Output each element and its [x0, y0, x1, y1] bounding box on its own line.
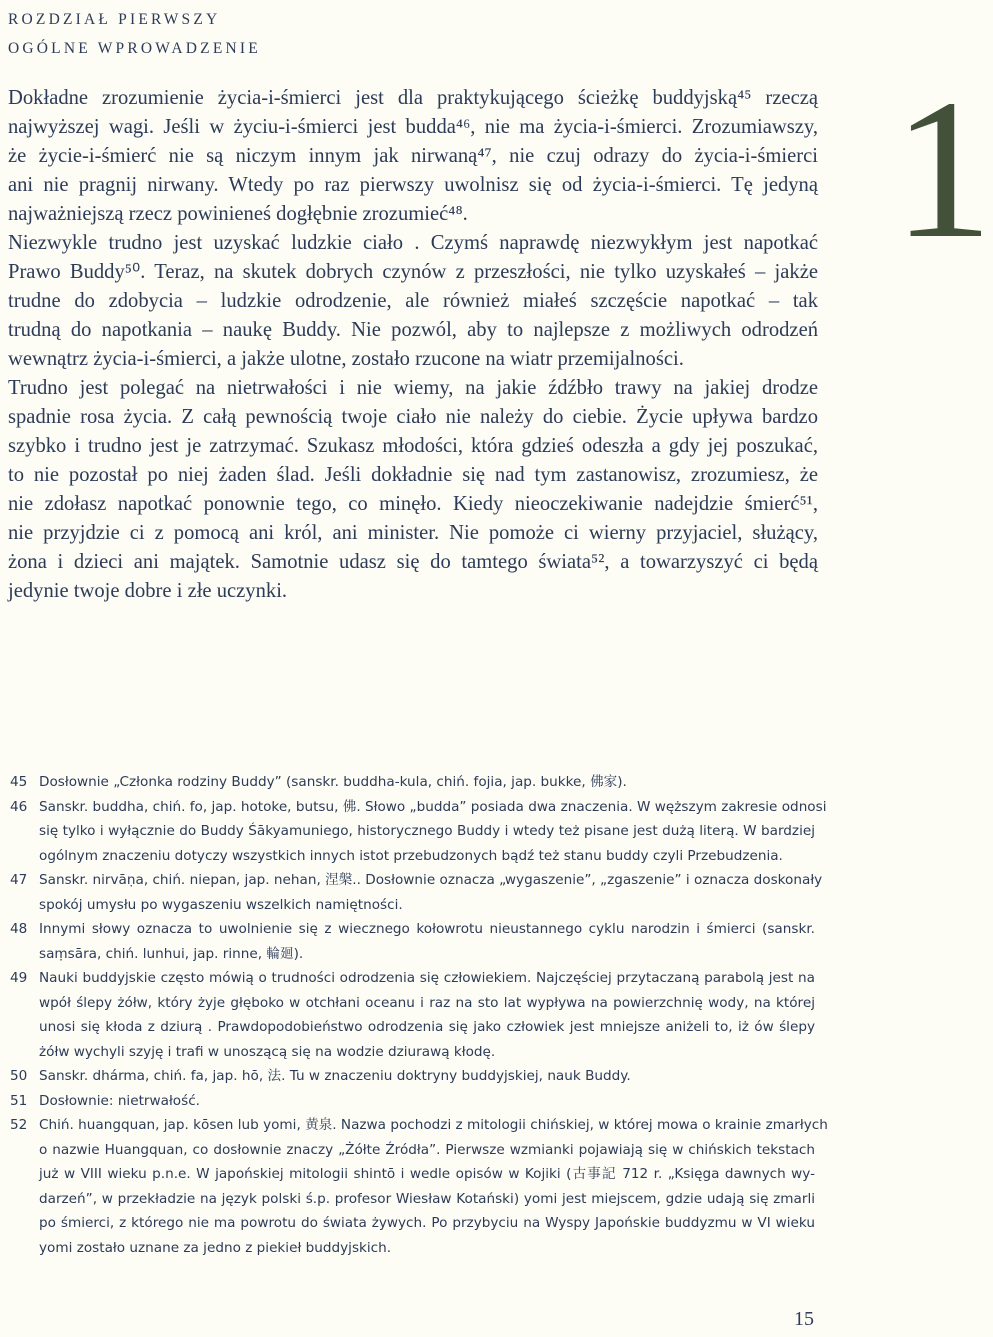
text-line: Prawo Buddy⁵⁰. Teraz, na skutek dobrych czynów z przeszłości, nie tylko uzyskałeś – jakże — [8, 261, 818, 283]
chapter-label: ROZDZIAŁ PIERWSZY — [8, 11, 221, 28]
text-line: Niezwykle trudno jest uzyskać ludzkie ciało . Czymś naprawdę niezwykłym jest napotkać — [8, 232, 818, 254]
footnote-line: po śmierci, z którego nie ma powrotu do świata żywych. Po przybyciu na Wyspy Japońskie buddyzmu w VI wieku — [39, 1215, 815, 1231]
footnotes — [10, 770, 828, 1260]
chapter-subtitle: OGÓLNE WPROWADZENIE — [8, 39, 261, 57]
footnote-line: wpół ślepy żółw, który żyje głęboko w otchłani oceanu i raz na sto lat wypływa na powierzchnię wody, na której — [39, 994, 815, 1011]
footnote — [10, 966, 815, 1064]
text-line: Trudno jest polegać na nietrwałości i nie wiemy, na jakie źdźbło trawy na jakiej drodze — [8, 377, 818, 399]
footnote-number: 47 — [10, 872, 28, 888]
footnote-number: 45 — [10, 774, 28, 790]
footnote-line: spokój umysłu po wygaszeniu wszelkich namiętności. — [39, 896, 403, 913]
footnote — [10, 1064, 815, 1089]
footnote-line: Sanskr. dhárma, chiń. fa, jap. hō, 法. Tu w znaczeniu doktryny buddyjskiej, nauk Buddy. — [39, 1068, 631, 1084]
footnote-line: darzeń”, w przekładzie na język polski ś.p. profesor Wiesław Kotański) yomi jest miejscem, gdzie udają się zmarli — [39, 1190, 815, 1207]
footnote-line: yomi zostało uznane za jedno z piekieł buddyjskich. — [39, 1239, 392, 1256]
text-line: żona i dzieci ani majątek. Samotnie udasz się do tamtego świata⁵², a towarzyszyć ci będą — [8, 551, 818, 573]
footnote-line: żółw wychyli szyję i trafi w unoszącą się na wodzie dziurawą kłodę. — [39, 1043, 496, 1060]
footnote — [10, 868, 823, 917]
footnote-line: Nauki buddyjskie często mówią o trudności odrodzenia się człowiekiem. Najczęściej przytaczaną parabolą jest na — [39, 970, 815, 986]
footnote — [10, 1089, 815, 1114]
footnote-line: Dosłownie „Członka rodziny Buddy” (sanskr. buddha-kula, chiń. fojia, jap. bukke, 佛家). — [39, 774, 627, 790]
footnote — [10, 917, 815, 966]
footnote-number: 52 — [10, 1117, 28, 1133]
text-line: najważniejszą rzecz powinieneś dogłębnie zrozumieć⁴⁸. — [8, 203, 468, 225]
main-text — [8, 84, 818, 606]
text-line: ani nie pragnij nirwany. Wtedy po raz pierwszy uwolnisz się od życia-i-śmierci. Tę jedyną — [8, 174, 818, 196]
footnote — [10, 795, 827, 869]
footnote-number: 50 — [10, 1068, 28, 1084]
text-line: spadnie rosa życia. Z całą pewnością twoje ciało nie należy do ciebie. Życie upływa bardzo — [8, 406, 818, 428]
footnote-line: o nazwie Huangquan, co dosłownie znaczy „Żółte Źródła”. Pierwsze wzmianki pojawiają się w chińskich tekstach — [39, 1141, 815, 1158]
footnote — [10, 1113, 828, 1260]
text-line: wewnątrz życia-i-śmierci, a jakże ulotne, zostało rzucone na wiatr przemijalności. — [8, 348, 684, 370]
footnote-line: Chiń. huangquan, jap. kōsen lub yomi, 黄泉. Nazwa pochodzi z mitologii chińskiej, w której mowa o krainie zmarłych — [39, 1117, 828, 1133]
chapter-number: 1 — [893, 59, 993, 280]
footnote-line: unosi się kłoda z dziurą . Prawdopodobieństwo odrodzenia się jako człowiek jest mniejsze aniżeli to, iż ów ślepy — [39, 1019, 815, 1035]
footnote-number: 48 — [10, 921, 28, 937]
text-line: trudną do napotkania – naukę Buddy. Nie pozwól, aby to najlepsze z możliwych odrodzeń — [8, 319, 818, 341]
text-line: najwyższej wagi. Jeśli w życiu-i-śmierci jest budda⁴⁶, nie ma życia-i-śmierci. Zrozumiawszy, — [8, 116, 818, 138]
footnote-line: Sanskr. buddha, chiń. fo, jap. hotoke, butsu, 佛. Słowo „budda” posiada dwa znaczenia. W węższym zakresie odnosi — [39, 798, 827, 815]
text-line: nie zdołasz napotkać ponownie tego, co minęło. Kiedy nieoczekiwanie nadejdzie śmierć⁵¹, — [8, 493, 818, 515]
text-line: jedynie twoje dobre i złe uczynki. — [8, 580, 288, 602]
text-line: nie przyjdzie ci z pomocą ani król, ani minister. Nie pomoże ci wierny przyjaciel, służący, — [8, 522, 818, 544]
chapter-heading — [8, 6, 261, 63]
footnote-line: Dosłownie: nietrwałość. — [39, 1092, 201, 1109]
text-line: trudne do zdobycia – ludzkie odrodzenie, ale również miałeś szczęście napotkać – tak — [8, 290, 818, 312]
footnote-line: ogólnym znaczeniu dotyczy wszystkich innych istot przebudzonych bądź też stanu buddy czyli Przebudzenia. — [39, 847, 783, 864]
footnote-line: się tylko i wyłącznie do Buddy Śākyamuniego, historycznego Buddy i wtedy też pisane jest dużą literą. W bardziej — [39, 823, 815, 839]
text-line: że życie-i-śmierć nie są niczym innym jak nirwaną⁴⁷, nie czuj odrazy do życia-i-śmierci — [8, 145, 818, 167]
footnote-line: Sanskr. nirvāṇa, chiń. niepan, jap. nehan, 涅槃.. Dosłownie oznacza „wygaszenie”, „zgaszenie” i oznacza doskonały — [39, 872, 823, 888]
footnote-number: 49 — [10, 970, 28, 986]
footnote-line: Innymi słowy oznacza to uwolnienie się z wiecznego kołowrotu nieustannego cyklu narodzin i śmierci (sanskr. — [39, 921, 815, 937]
text-line: szybko i trudno jest je zatrzymać. Szukasz młodości, która gdzieś odeszła a gdy jej poszukać, — [8, 435, 818, 457]
footnote-line: już w VIII wieku p.n.e. W japońskiej mitologii shintō i wedle opisów w Kojiki (古事記 712 r. „Księga dawnych wy- — [39, 1166, 815, 1182]
text-line: to nie pozostał po niej żaden ślad. Jeśli dokładnie się nad tym zastanowisz, zrozumiesz, że — [8, 464, 818, 486]
text-line: Dokładne zrozumienie życia-i-śmierci jest dla praktykującego ścieżkę buddyjską⁴⁵ rzeczą — [8, 87, 818, 109]
page-number: 15 — [794, 1308, 814, 1330]
footnote-number: 51 — [10, 1092, 28, 1109]
footnote-number: 46 — [10, 798, 28, 815]
footnote — [10, 770, 815, 795]
footnote-line: saṃsāra, chiń. lunhui, jap. rinne, 輪廻). — [39, 945, 304, 962]
